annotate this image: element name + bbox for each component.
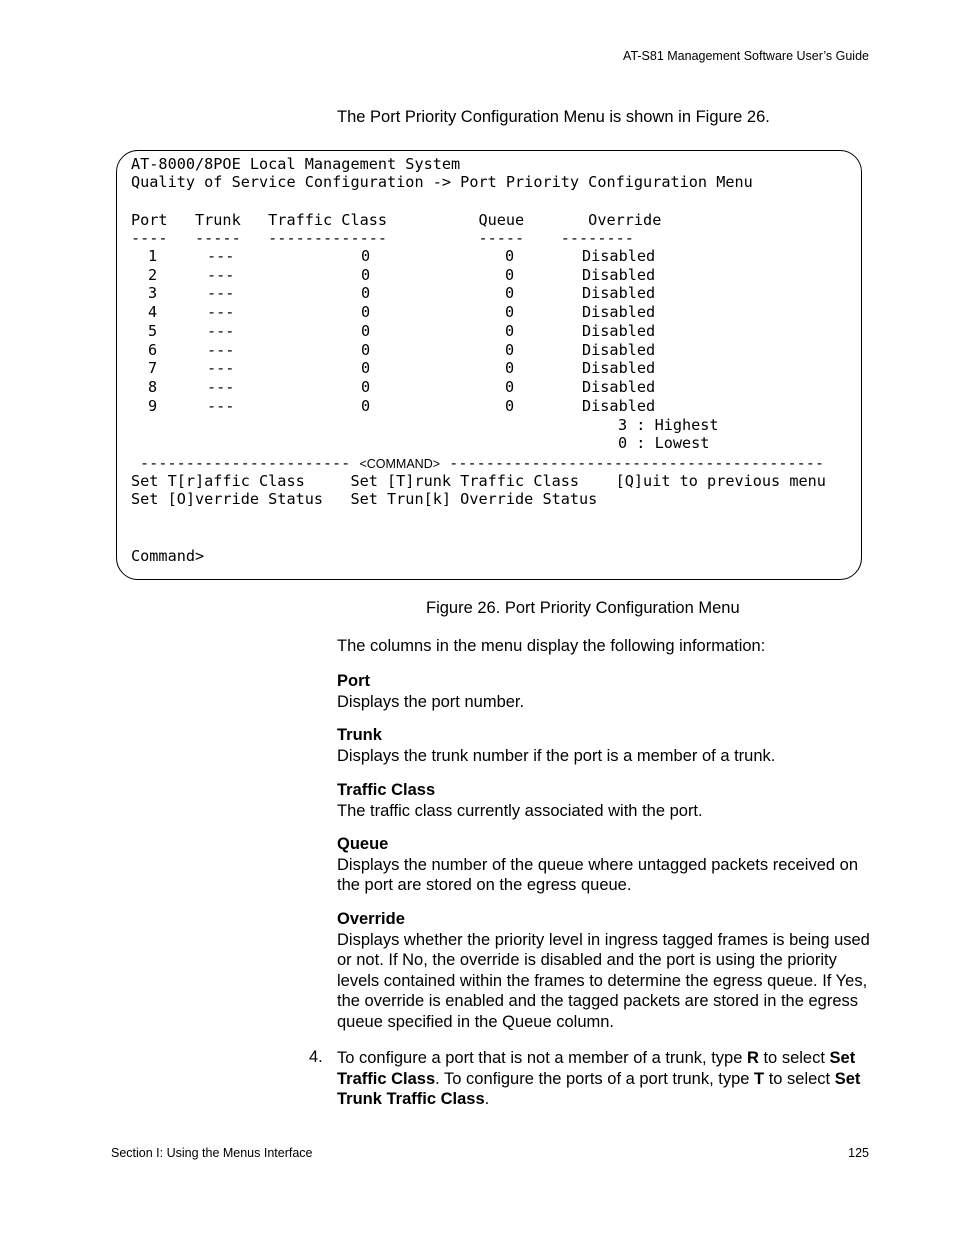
separator-dashes-left: ----------------------- (140, 454, 360, 472)
cell-port: 6 (148, 340, 158, 359)
cell-port: 9 (148, 396, 158, 415)
cell-override: Disabled (582, 396, 656, 415)
menu-options-line2[interactable]: Set [O]verride Status Set Trun[k] Override Status (131, 490, 598, 508)
cell-traffic-class: 0 (361, 247, 371, 265)
cell-queue: 0 (505, 340, 515, 359)
cell-trunk: --- (207, 377, 235, 396)
definition-traffic-class (337, 780, 877, 821)
menu-options-line1[interactable]: Set T[r]affic Class Set [T]runk Traffic Class [Q]uit to previous menu (131, 472, 826, 490)
command-prompt[interactable]: Command> (131, 547, 205, 565)
terminal-screen (116, 150, 862, 580)
cell-override: Disabled (582, 340, 656, 359)
cell-override: Disabled (582, 303, 656, 322)
cell-traffic-class: 0 (361, 265, 371, 284)
definition-override (337, 909, 877, 1032)
cell-traffic-class: 0 (361, 284, 371, 303)
cell-queue: 0 (505, 377, 515, 396)
cell-traffic-class: 0 (361, 340, 371, 359)
cell-port: 2 (148, 265, 158, 284)
cell-port: 4 (148, 303, 158, 322)
desc-traffic-class: The traffic class currently associated with the port. (337, 801, 703, 820)
definition-trunk (337, 725, 877, 766)
cell-port: 8 (148, 377, 158, 396)
legend-lowest: 0 : Lowest (618, 434, 710, 452)
columns-intro: The columns in the menu display the following information: (337, 637, 766, 655)
cell-trunk: --- (207, 303, 235, 322)
cell-trunk: --- (207, 247, 235, 265)
cell-override: Disabled (582, 265, 656, 284)
step-text-5: . (484, 1090, 490, 1108)
step-number: 4. (309, 1048, 323, 1066)
term-trunk: Trunk (337, 726, 382, 744)
desc-port: Displays the port number. (337, 692, 525, 711)
step-key-r: R (746, 1049, 759, 1067)
cell-override: Disabled (582, 359, 656, 378)
cell-queue: 0 (505, 396, 515, 415)
desc-trunk: Displays the trunk number if the port is a member of a trunk. (337, 746, 776, 765)
cell-queue: 0 (505, 247, 515, 265)
cell-queue: 0 (505, 359, 515, 378)
step-option-set-trunk-traffic-class: Set Trunk Traffic Class (337, 1069, 861, 1108)
desc-override: Displays whether the priority level in ingress tagged frames is being used or not. If No, the override is disabled and the port is using the priority levels contained within the frames to determine the egress queue. If Yes, the override is enabled and the tagged packets are stored in the egress queue specified in the Queue column. (337, 930, 870, 1031)
cell-traffic-class: 0 (361, 303, 371, 322)
terminal-column-headers: Port Trunk Traffic Class Queue Override (131, 211, 662, 229)
step-option-set-traffic-class: Set Traffic Class (337, 1049, 856, 1088)
cell-traffic-class: 0 (361, 321, 371, 340)
step-text-3: . To configure the ports of a port trunk, type (435, 1069, 755, 1088)
cell-override: Disabled (582, 321, 656, 340)
cell-trunk: --- (207, 321, 235, 340)
cell-port: 7 (148, 359, 158, 378)
cell-port: 1 (148, 247, 158, 265)
step-text-2: to select (758, 1049, 830, 1067)
cell-port: 3 (148, 284, 158, 303)
term-port: Port (337, 672, 370, 690)
legend-highest: 3 : Highest (618, 416, 719, 434)
cell-queue: 0 (505, 303, 515, 322)
command-label: <COMMAND> (359, 457, 441, 471)
step-instruction (337, 1048, 877, 1110)
cell-override: Disabled (582, 377, 656, 396)
step-text-1: To configure a port that is not a member of a trunk, type (337, 1049, 747, 1067)
terminal-column-underline: ---- ----- ------------- ----- -------- (131, 229, 634, 247)
cell-port: 5 (148, 321, 158, 340)
cell-trunk: --- (207, 284, 235, 303)
cell-trunk: --- (207, 265, 235, 284)
cell-queue: 0 (505, 321, 515, 340)
running-header: AT-S81 Management Software User’s Guide (623, 49, 869, 63)
page-number: 125 (848, 1146, 869, 1160)
step-key-t: T (754, 1069, 765, 1088)
term-queue: Queue (337, 835, 389, 853)
cell-traffic-class: 0 (361, 377, 371, 396)
figure-caption: Figure 26. Port Priority Configuration Menu (426, 599, 740, 617)
separator-dashes-right: ----------------------------------------- (440, 454, 825, 472)
cell-trunk: --- (207, 359, 235, 378)
cell-traffic-class: 0 (361, 359, 371, 378)
cell-queue: 0 (505, 284, 515, 303)
definition-queue (337, 834, 877, 896)
intro-text: The Port Priority Configuration Menu is shown in Figure 26. (337, 108, 770, 126)
term-override: Override (337, 910, 405, 928)
cell-traffic-class: 0 (361, 396, 371, 415)
terminal-breadcrumb: Quality of Service Configuration -> Port Priority Configuration Menu (131, 173, 753, 191)
desc-queue: Displays the number of the queue where untagged packets received on the port are stored on the egress queue. (337, 855, 858, 894)
definition-port (337, 671, 877, 712)
footer-section: Section I: Using the Menus Interface (111, 1146, 313, 1160)
command-separator (140, 454, 824, 473)
step-text-4: to select (764, 1069, 835, 1088)
cell-trunk: --- (207, 340, 235, 359)
cell-override: Disabled (582, 247, 656, 265)
cell-trunk: --- (207, 396, 235, 415)
terminal-system-title: AT-8000/8POE Local Management System (131, 155, 461, 173)
cell-override: Disabled (582, 284, 656, 303)
cell-queue: 0 (505, 265, 515, 284)
term-traffic-class: Traffic Class (337, 781, 436, 799)
